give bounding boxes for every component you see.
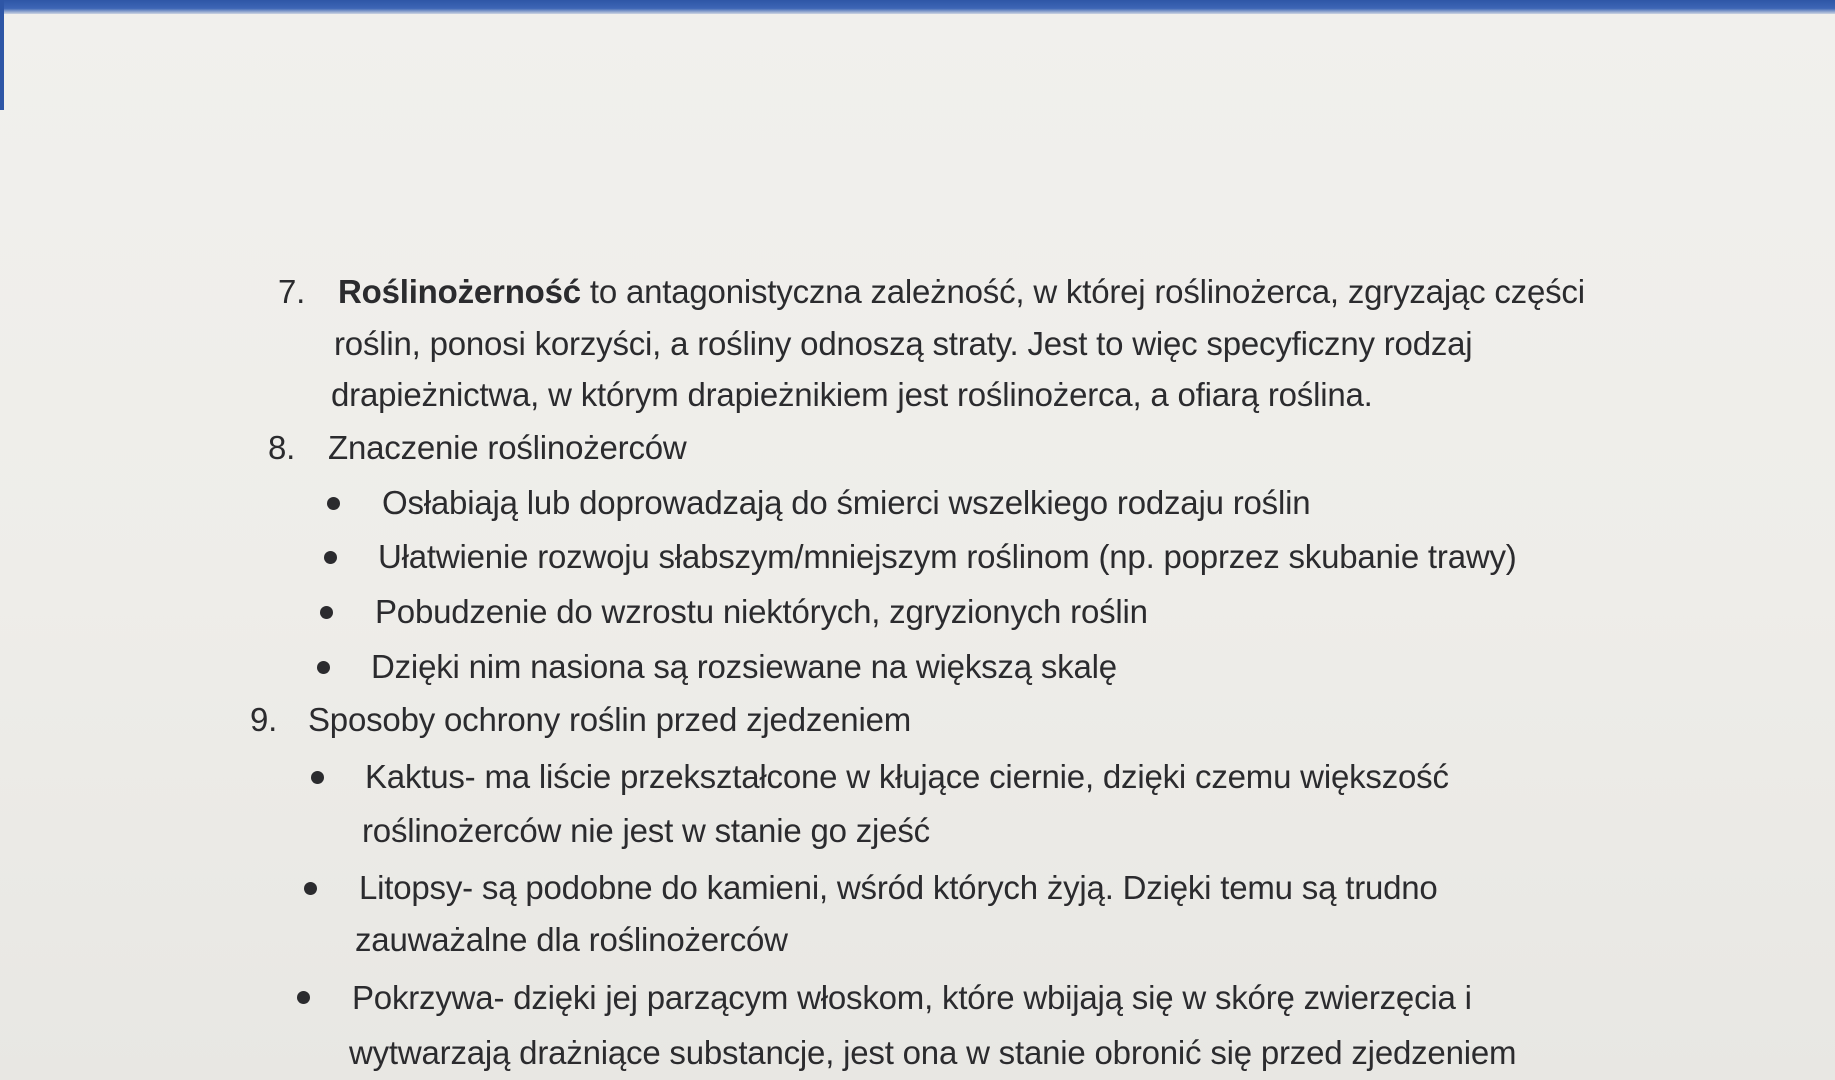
bullet-icon [324, 551, 337, 564]
item9-bullet-1-line2: roślinożerców nie jest w stanie go zjeść [362, 812, 930, 849]
item8-title: Znaczenie roślinożerców [328, 429, 687, 466]
bullet-icon [327, 497, 340, 510]
item7-line3: drapieżnictwa, w którym drapieżnikiem jest roślinożerca, a ofiarą roślina. [331, 376, 1373, 413]
item9-heading [250, 700, 911, 740]
item9-number: 9. [250, 701, 278, 738]
item9-bullet-2-line1: Litopsy- są podobne do kamieni, wśród których żyją. Dzięki temu są trudno [359, 869, 1438, 906]
item7-number: 7. [278, 273, 306, 310]
item8-heading [268, 428, 687, 468]
bullet-icon [297, 991, 310, 1004]
bullet-icon [304, 882, 317, 895]
item7-line1 [278, 272, 1585, 312]
item7-term: Roślinożerność [338, 273, 581, 310]
top-blue-band [0, 0, 1835, 14]
item8-bullet-4: Dzięki nim nasiona są rozsiewane na większą skalę [371, 648, 1117, 685]
item7-line1-text: to antagonistyczna zależność, w której roślinożerca, zgryzając części [580, 273, 1585, 310]
item9-bullet-3-line2: wytwarzają drażniące substancje, jest ona w stanie obronić się przed zjedzeniem [349, 1034, 1517, 1071]
item8-bullet-2: Ułatwienie rozwoju słabszym/mniejszym roślinom (np. poprzez skubanie trawy) [378, 538, 1517, 575]
bullet-icon [317, 661, 330, 674]
bullet-icon [311, 771, 324, 784]
item8-bullet-1: Osłabiają lub doprowadzają do śmierci wszelkiego rodzaju roślin [382, 484, 1311, 521]
left-blue-edge [0, 0, 4, 110]
item9-bullet-1-line1: Kaktus- ma liście przekształcone w kłujące ciernie, dzięki czemu większość [365, 758, 1449, 795]
item9-bullet-3-line1: Pokrzywa- dzięki jej parzącym włoskom, które wbijają się w skórę zwierzęcia i [352, 979, 1472, 1016]
item7-line2: roślin, ponosi korzyści, a rośliny odnoszą straty. Jest to więc specyficzny rodzaj [334, 325, 1473, 362]
item8-number: 8. [268, 429, 296, 466]
bullet-icon [320, 606, 333, 619]
item9-bullet-2-line2: zauważalne dla roślinożerców [355, 921, 788, 958]
item8-bullet-3: Pobudzenie do wzrostu niektórych, zgryzionych roślin [375, 593, 1148, 630]
item9-title: Sposoby ochrony roślin przed zjedzeniem [308, 701, 912, 738]
